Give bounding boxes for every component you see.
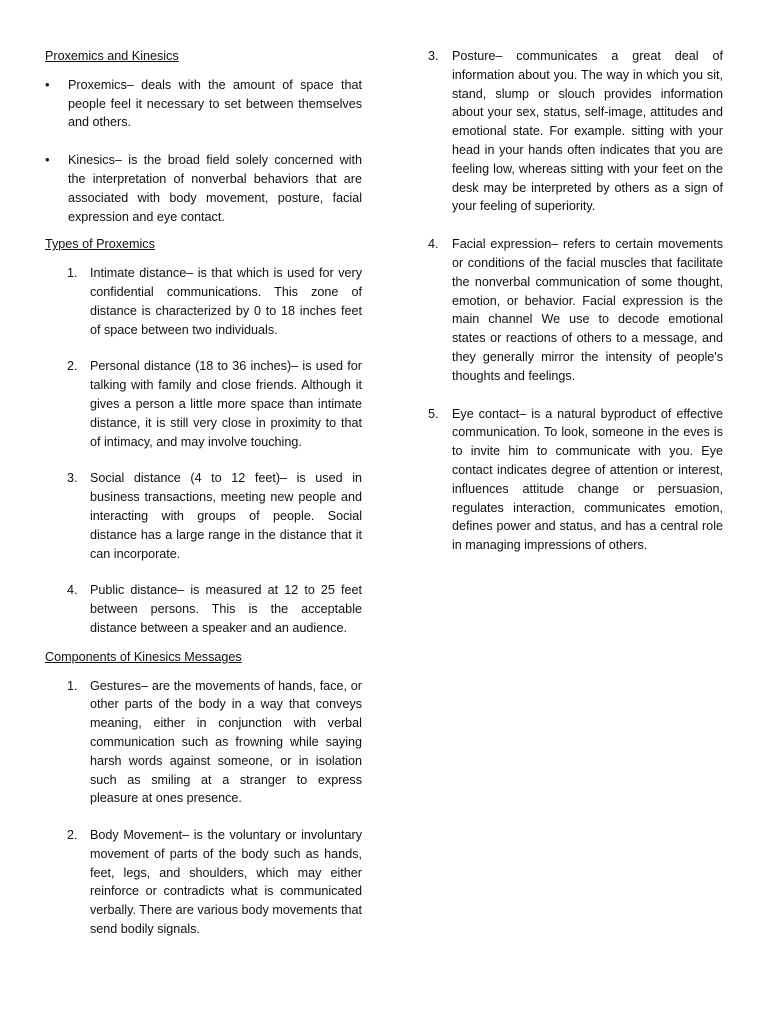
bullet-text: Proxemics– deals with the amount of space that people feel it necessary to set between themselves and others. bbox=[68, 77, 362, 130]
bullet-text: Kinesics– is the broad field solely concerned with the interpretation of nonverbal behaviors that are associated with body movement, posture, facial expression and eye contact. bbox=[68, 153, 362, 224]
item-text: Gestures– are the movements of hands, face, or other parts of the body in a way that conveys meaning, either in conjunction with verbal communication such as frowning while saying harsh words against someone, or in isolation such as smiling at a stranger to express pleasure at ones presence. bbox=[90, 678, 362, 806]
item-text: Body Movement– is the voluntary or involuntary movement of parts of the body such as hands, feet, legs, and shoulders, which may either reinforce or contradicts what is communicated verbally. There are various body movements that send bodily signals. bbox=[90, 828, 362, 937]
item-number: 4. bbox=[428, 237, 439, 252]
item-text: Intimate distance– is that which is used for very confidential communications. This zone of distance is characterized by 0 to 18 inches feet of space between two individuals. bbox=[90, 266, 362, 337]
item-number: 2. bbox=[67, 828, 78, 843]
right-column bbox=[424, 44, 723, 555]
heading-types-of-proxemics: Types of Proxemics bbox=[45, 237, 155, 252]
item-text: Eye contact– is a natural byproduct of effective communication. To look, someone in the eves is to invite him to communicate with you. Eye contact indicates degree of attention or interest, influences attitude change or persuasion, regulates interaction, communicates emotion, defines power and status, and has a central role in managing impressions of others. bbox=[452, 406, 723, 553]
bullet-proxemics bbox=[45, 76, 362, 132]
item-number: 4. bbox=[67, 583, 78, 598]
bullet-icon: • bbox=[45, 76, 50, 92]
list-item bbox=[45, 581, 362, 637]
item-text: Social distance (4 to 12 feet)– is used in business transactions, meeting new people and interacting with groups of people. Social distance has a large range in the distance that it can incorporate. bbox=[90, 471, 362, 561]
item-number: 1. bbox=[67, 266, 78, 281]
item-number: 2. bbox=[67, 359, 78, 374]
left-column bbox=[45, 44, 362, 939]
heading-proxemics-kinesics: Proxemics and Kinesics bbox=[45, 49, 179, 63]
item-text: Posture– communicates a great deal of information about you. The way in which you sit, stand, slump or slouch provides information about your sex, status, self-image, attitudes and emotional state. For example. sitting with your head in your hands often indicates that you are feeling low, whereas sitting with your feet on the desk may be interpreted by others as a sign of your feeling of superiority. bbox=[452, 49, 723, 214]
list-item bbox=[45, 469, 362, 563]
item-text: Facial expression– refers to certain movements or conditions of the facial muscles that facilitate the nonverbal communication of some thought, emotion, or behavior. Facial expression is the main channel We use to decode emotional states or reactions of others to a message, and they generally mirror the intensity of people's thoughts and feelings. bbox=[452, 237, 723, 383]
item-number: 1. bbox=[67, 678, 78, 693]
list-item bbox=[424, 235, 723, 385]
list-item bbox=[424, 47, 723, 216]
list-item bbox=[45, 357, 362, 451]
item-number: 3. bbox=[67, 471, 78, 486]
item-number: 3. bbox=[428, 49, 439, 63]
list-item bbox=[45, 677, 362, 809]
list-item bbox=[45, 826, 362, 939]
item-text: Personal distance (18 to 36 inches)– is used for talking with family and close friends. Although it gives a person a little more space than intimate distance, it is still very close in proximity to that of intimacy, and may involve touching. bbox=[90, 359, 362, 449]
list-item bbox=[45, 264, 362, 339]
item-text: Public distance– is measured at 12 to 25 feet between persons. This is the acceptable distance between a speaker and an audience. bbox=[90, 583, 362, 635]
bullet-icon: • bbox=[45, 152, 50, 168]
item-number: 5. bbox=[428, 406, 439, 421]
list-item bbox=[424, 405, 723, 555]
bullet-kinesics bbox=[45, 151, 362, 226]
heading-components-kinesics: Components of Kinesics Messages bbox=[45, 649, 242, 664]
